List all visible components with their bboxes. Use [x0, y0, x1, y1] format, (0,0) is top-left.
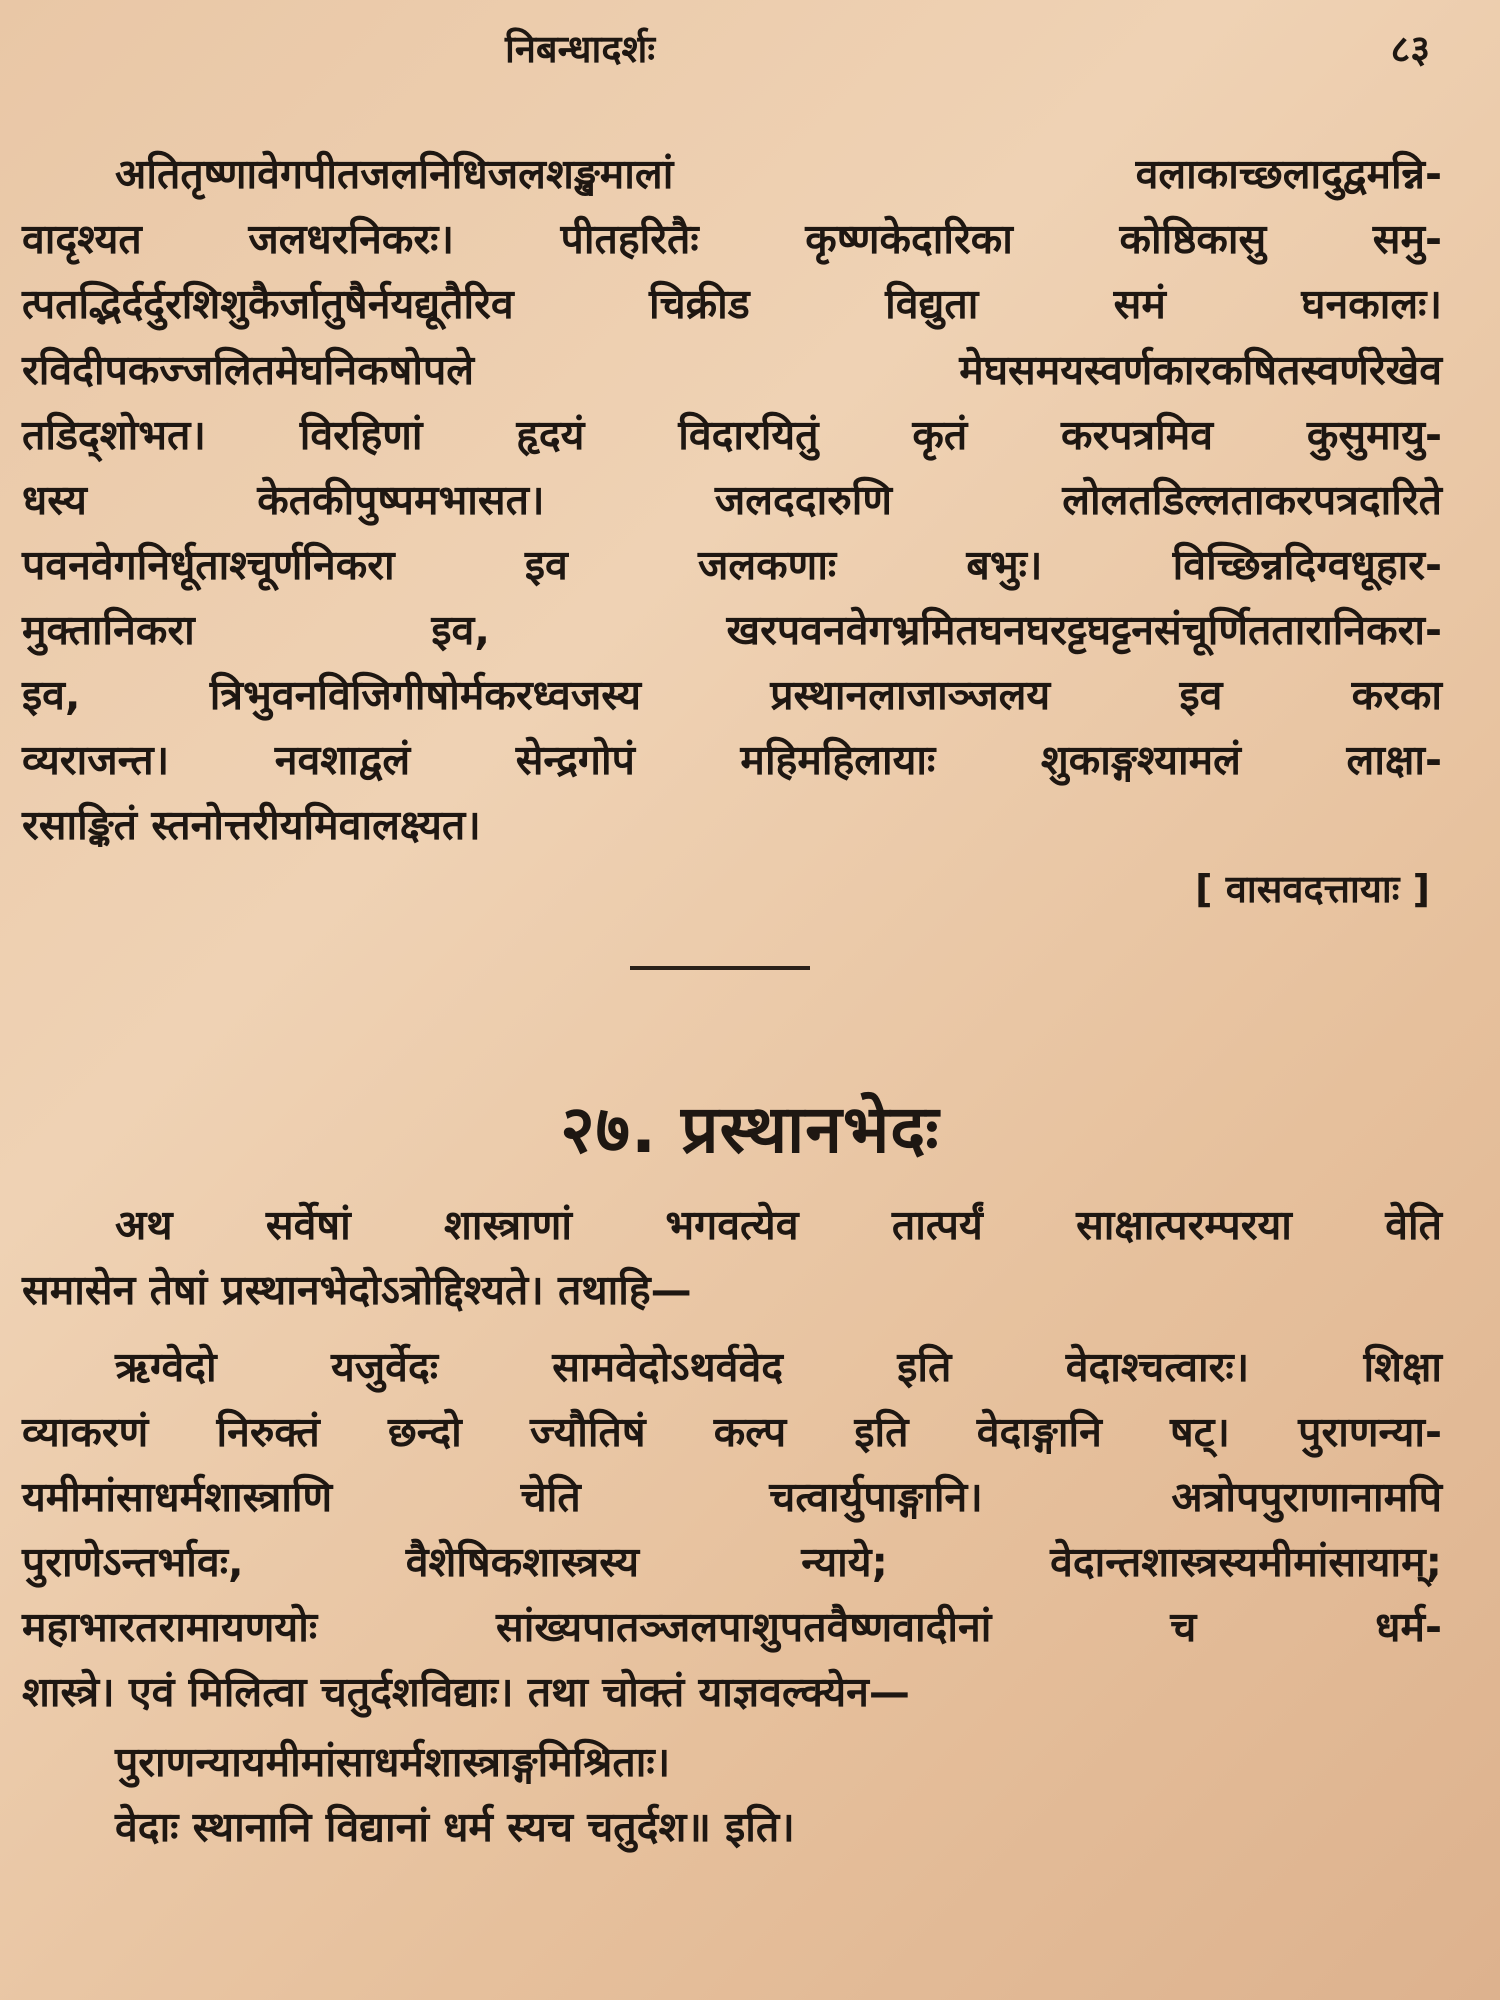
- text-line: अतितृष्णावेगपीतजलनिधिजलशङ्खमालां वलाकाच्छलादुद्वमन्नि-: [115, 150, 1442, 198]
- text-line: शास्त्रे। एवं मिलित्वा चतुर्दशविद्याः। तथा चोक्तं याज्ञवल्क्येन—: [22, 1668, 910, 1716]
- text-line: महाभारतरामायणयोः सांख्यपातञ्जलपाशुपतवैष्णवादीनां च धर्म-: [22, 1603, 1442, 1651]
- section-heading: २७. प्रस्थानभेदः: [560, 1091, 940, 1168]
- text-line: मुक्तानिकरा इव, खरपवनवेगभ्रमितघनघरट्टघट्टनसंचूर्णिततारानिकरा-: [22, 606, 1442, 654]
- text-line: पवनवेगनिर्धूताश्चूर्णनिकरा इव जलकणाः बभुः। विच्छिन्नदिग्वधूहार-: [22, 541, 1442, 589]
- source-citation: [ वासवदत्तायाः ]: [1195, 867, 1430, 911]
- verse-line: वेदाः स्थानानि विद्यानां धर्म स्यच चतुर्दश॥ इति।: [115, 1803, 795, 1851]
- text-line: व्यराजन्त। नवशाद्वलं सेन्द्रगोपं महिमहिलायाः शुकाङ्गश्यामलं लाक्षा-: [22, 736, 1442, 784]
- page-number: ८३: [1390, 27, 1430, 71]
- text-line: धस्य केतकीपुष्पमभासत। जलददारुणि लोलतडिल्लताकरपत्रदारिते: [22, 476, 1442, 524]
- text-line: पुराणेऽन्तर्भावः, वैशेषिकशास्त्रस्य न्याये; वेदान्तशास्त्रस्यमीमांसायाम्;: [22, 1538, 1442, 1586]
- text-line: व्याकरणं निरुक्तं छन्दो ज्यौतिषं कल्प इति वेदाङ्गानि षट्। पुराणन्या-: [22, 1408, 1442, 1456]
- text-line: रविदीपकज्जलितमेघनिकषोपले मेघसमयस्वर्णकारकषितस्वर्णरेखेव: [22, 346, 1442, 394]
- text-line: यमीमांसाधर्मशास्त्राणि चेति चत्वार्युपाङ्गानि। अत्रोपपुराणानामपि: [22, 1473, 1442, 1521]
- text-line: तडिद्शोभत। विरहिणां हृदयं विदारयितुं कृतं करपत्रमिव कुसुमायु-: [22, 411, 1442, 459]
- verse-line: पुराणन्यायमीमांसाधर्मशास्त्राङ्गमिश्रिताः।: [115, 1738, 671, 1786]
- text-line: अथ सर्वेषां शास्त्राणां भगवत्येव तात्पर्यं साक्षात्परम्परया वेति: [115, 1201, 1442, 1249]
- text-line: वादृश्यत जलधरनिकरः। पीतहरितैः कृष्णकेदारिका कोष्ठिकासु समु-: [22, 215, 1442, 263]
- text-line: ऋग्वेदो यजुर्वेदः सामवेदोऽथर्ववेद इति वेदाश्चत्वारः। शिक्षा: [115, 1343, 1442, 1391]
- running-title: निबन्धादर्शः: [505, 27, 656, 71]
- section-divider: [630, 966, 810, 970]
- text-line: इव, त्रिभुवनविजिगीषोर्मकरध्वजस्य प्रस्थानलाजाञ्जलय इव करका: [22, 671, 1442, 719]
- running-head: [0, 22, 1500, 82]
- text-line: त्पतद्भिर्दर्दुरशिशुकैर्जातुषैर्नयद्यूतैरिव चिक्रीड विद्युता समं घनकालः।: [22, 280, 1442, 328]
- text-line: समासेन तेषां प्रस्थानभेदोऽत्रोद्दिश्यते। तथाहि—: [22, 1266, 692, 1314]
- text-line: रसाङ्कितं स्तनोत्तरीयमिवालक्ष्यत।: [22, 801, 481, 849]
